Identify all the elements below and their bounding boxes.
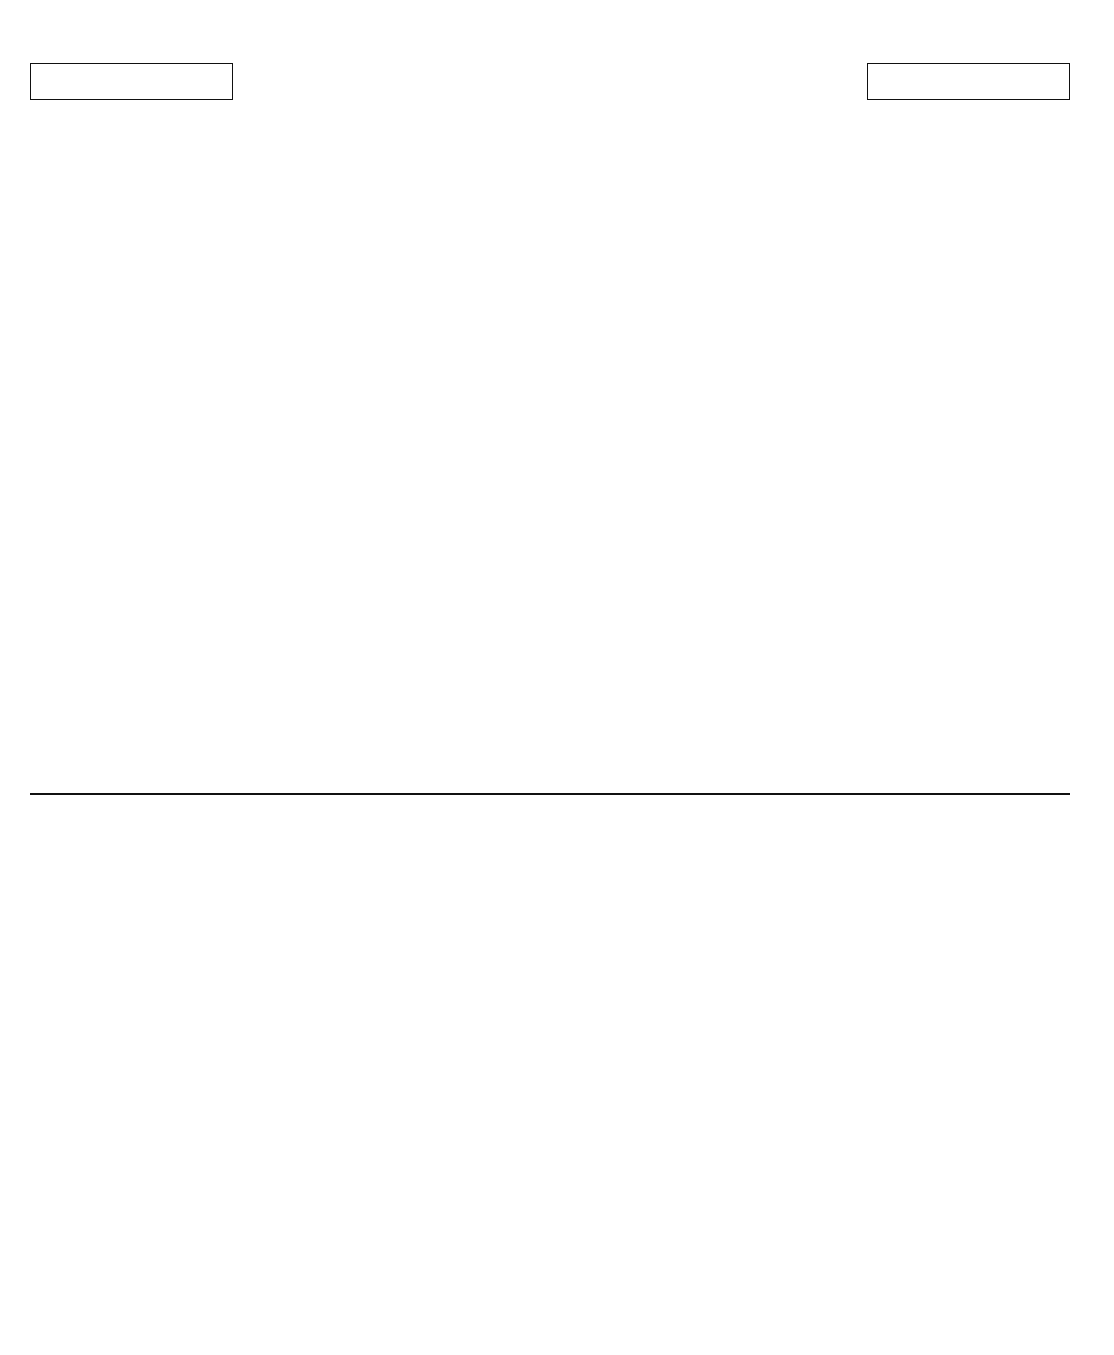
commercial-stations [30, 113, 1070, 791]
weather-report-box-right [867, 63, 1070, 100]
listener-page [30, 55, 1070, 1325]
section-divider [30, 793, 1070, 795]
national-stations [30, 797, 1070, 1267]
weather-report-box-left [30, 63, 233, 100]
